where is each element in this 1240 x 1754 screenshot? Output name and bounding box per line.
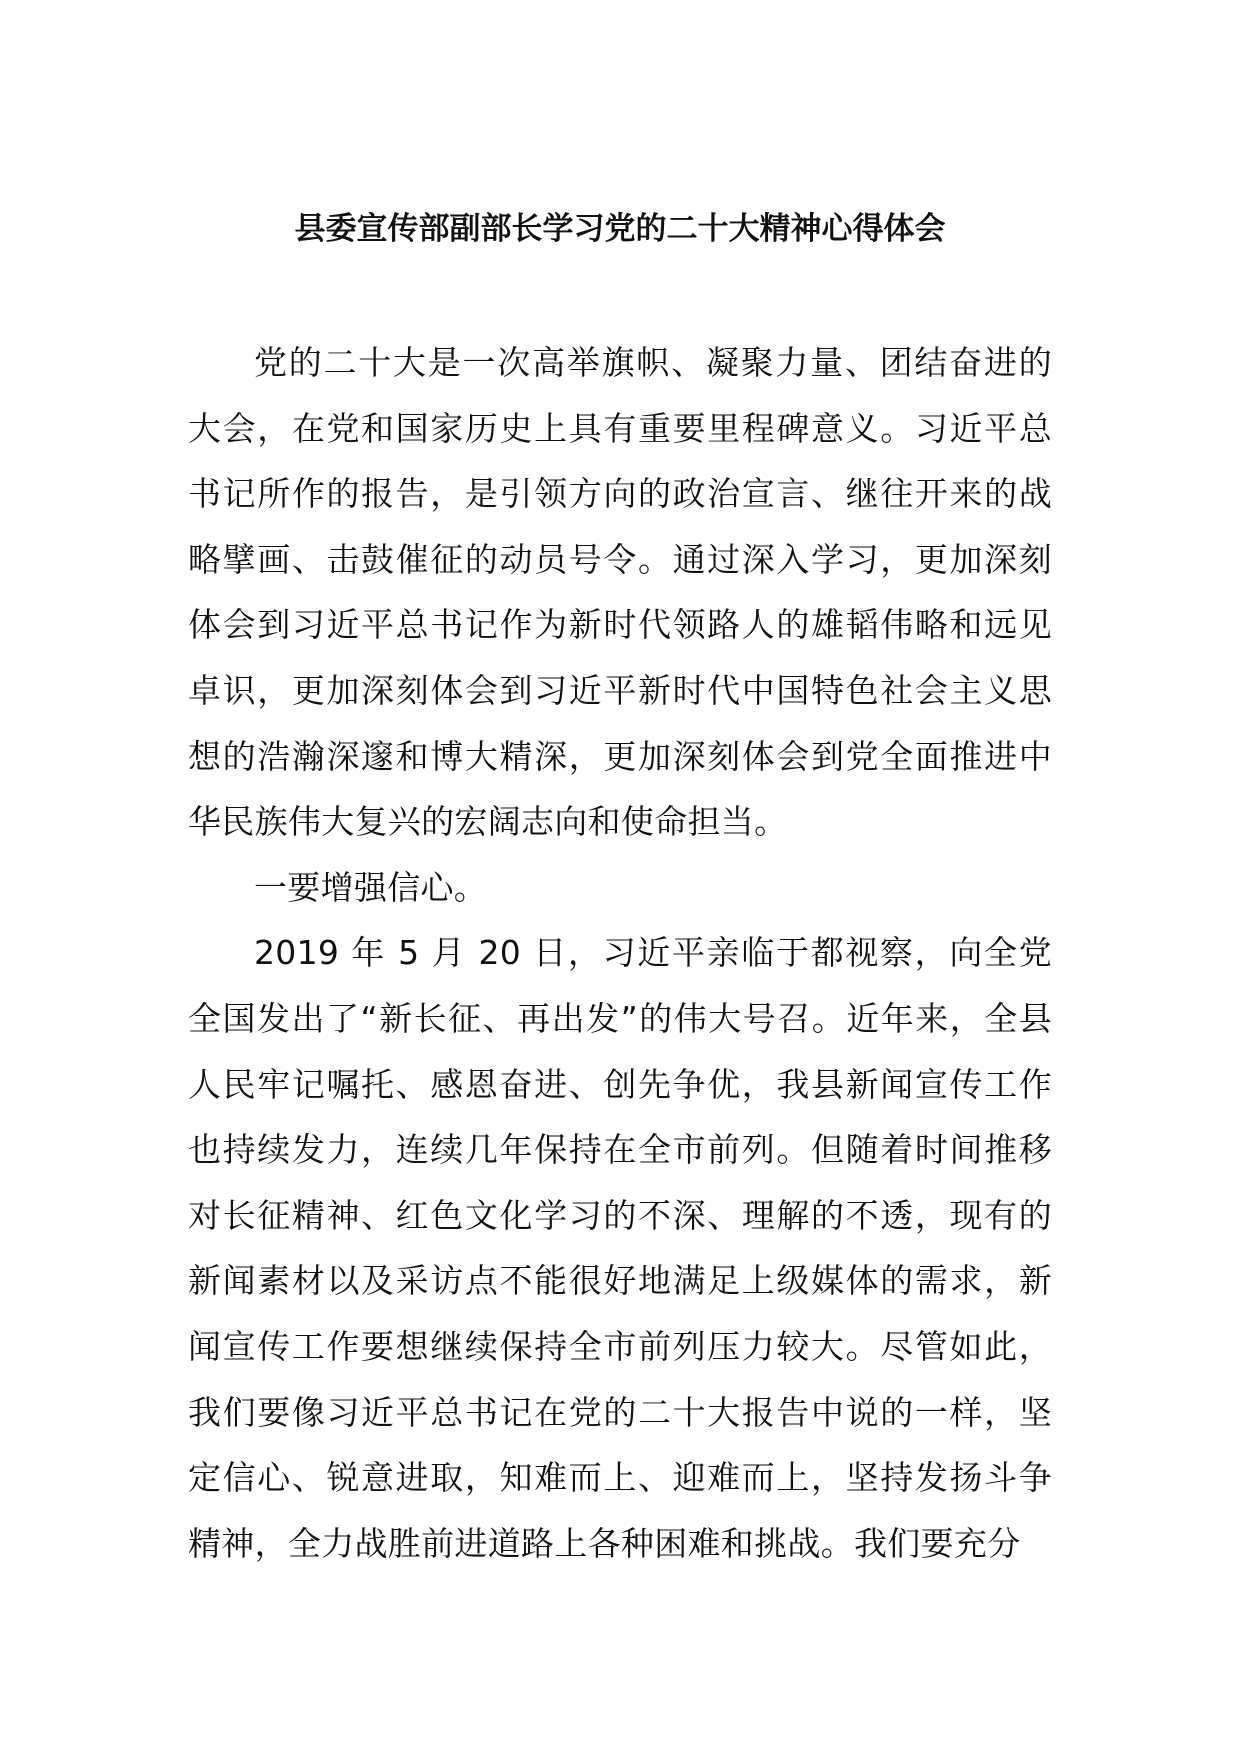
- paragraph-yudu-visit: 2019 年 5 月 20 日，习近平亲临于都视察，向全党全国发出了“新长征、再出发”的伟大号召。近年来，全县人民牢记嘱托、感恩奋进、创先争优，我县新闻宣传工作也持续发力，连续几年保持在全市前列。但随着时间推移对长征精神、红色文化学习的不深、理解的不透，现有的新闻素材以及采访点不能很好地满足上级媒体的需求，新闻宣传工作要想继续保持全市前列压力较大。尽管如此，我们要像习近平总书记在党的二十大报告中说的一样，坚定信心、锐意进取，知难而上、迎难而上，坚持发扬斗争精神，全力战胜前进道路上各种困难和挑战。我们要充分: [188, 933, 1052, 1563]
- paragraph-heading-confidence: 一要增强信心。: [254, 867, 488, 907]
- document-body: [188, 330, 1052, 1576]
- paragraph-intro: 党的二十大是一次高举旗帜、凝聚力量、团结奋进的大会，在党和国家历史上具有重要里程碑意义。习近平总书记所作的报告，是引领方向的政治宣言、继往开来的战略擘画、击鼓催征的动员号令。通过深入学习，更加深刻体会到习近平总书记作为新时代领路人的雄韬伟略和远见卓识，更加深刻体会到习近平新时代中国特色社会主义思想的浩瀚深邃和博大精深，更加深刻体会到党全面推进中华民族伟大复兴的宏阔志向和使命担当。: [188, 343, 1052, 842]
- document-title: 县委宣传部副部长学习党的二十大精神心得体会: [294, 211, 946, 247]
